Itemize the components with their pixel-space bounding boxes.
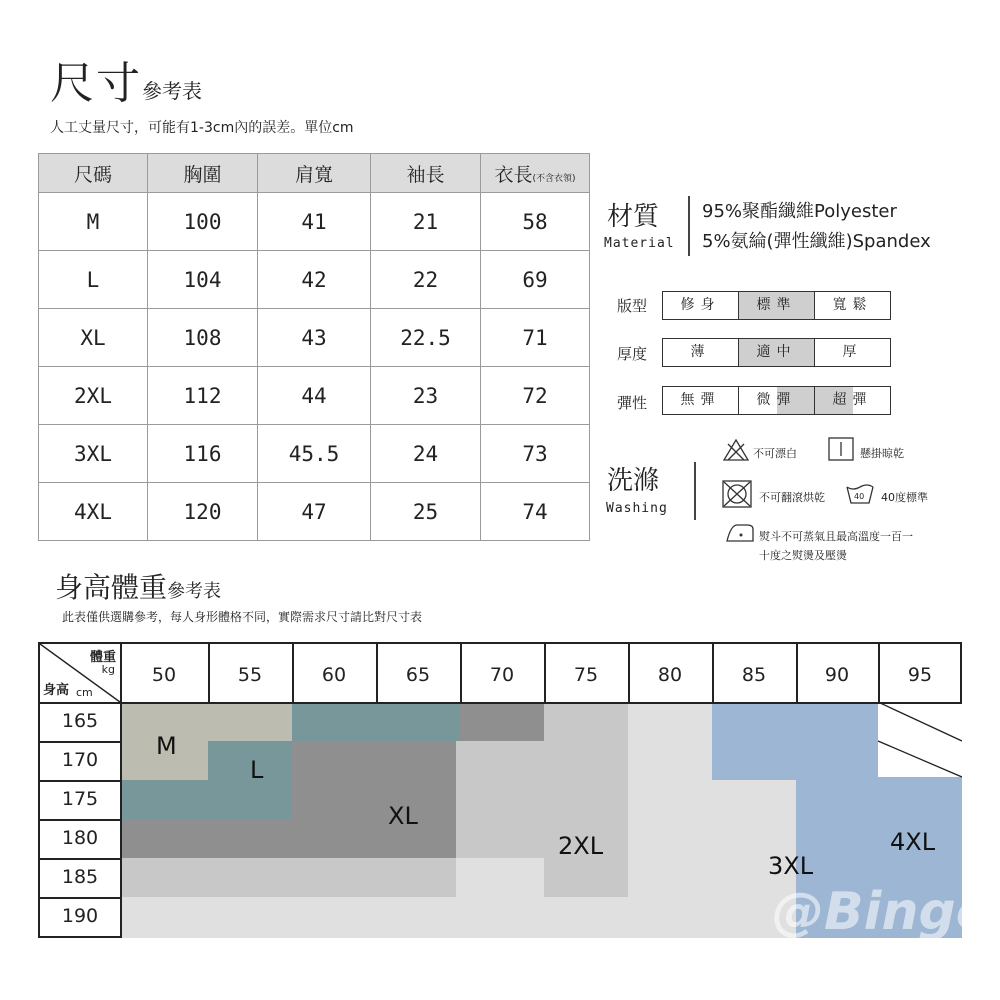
size-cell: 43 [258,309,371,367]
weight-label: 75 [573,664,599,686]
header-sleeve: 袖長 [371,154,481,193]
attr-label-elasticity: 彈性 [617,394,648,412]
size-title: 尺寸參考表 [50,58,202,109]
thickness-thick: 厚 [815,339,890,366]
height-label: 175 [61,788,99,810]
size-cell: 58 [481,193,590,251]
material-line-1: 95%聚酯纖維Polyester [702,201,897,222]
grid-line [40,741,120,743]
weight-label: 60 [321,664,347,686]
size-cell: 23 [371,367,481,425]
zone-label: XL [388,802,418,830]
weight-label: 50 [151,664,177,686]
zone-label: M [156,732,177,760]
elasticity-high: 超彈 [815,387,890,414]
size-cell: 45.5 [258,425,371,483]
size-cell: 41 [258,193,371,251]
size-row [39,425,590,483]
size-cell: 22.5 [371,309,481,367]
size-cell: 112 [148,367,258,425]
material-subtitle: Material [604,236,675,251]
size-row [39,483,590,541]
size-row [39,193,590,251]
unavailable-cells [878,702,962,780]
attr-fit [662,291,891,320]
size-cell: 25 [371,483,481,541]
size-cell: M [39,193,148,251]
attr-thickness [662,338,891,367]
zone-xl [292,780,456,819]
material-line-2: 5%氨綸(彈性纖維)Spandex [702,231,931,252]
size-cell: 42 [258,251,371,309]
elasticity-slight: 微彈 [739,387,815,414]
zone-l [292,702,460,741]
size-cell: 108 [148,309,258,367]
size-cell: 116 [148,425,258,483]
size-cell: 72 [481,367,590,425]
zone-label: 4XL [890,828,936,856]
washing-title: 洗滌 [607,466,660,496]
size-cell: 74 [481,483,590,541]
zone-label: 2XL [558,832,604,860]
grid-line [40,819,120,821]
size-cell: 104 [148,251,258,309]
weight-label: 65 [405,664,431,686]
weight-label: 55 [237,664,263,686]
height-label: 190 [61,905,99,927]
hang-dry-icon [828,437,854,461]
height-label: 185 [61,866,99,888]
size-cell: 71 [481,309,590,367]
zone-3xl [120,897,628,938]
zone-2xl [544,702,628,897]
size-cell: L [39,251,148,309]
height-label: 180 [61,827,99,849]
zone-3xl [628,702,712,938]
hw-note: 此表僅供選購參考，每人身形體格不同，實際需求尺寸請比對尺寸表 [62,610,423,624]
size-cell: 21 [371,193,481,251]
size-note: 人工丈量尺寸，可能有1-3cm內的誤差。單位cm [50,120,354,136]
size-row [39,309,590,367]
attr-elasticity [662,386,891,415]
material-divider [688,196,690,256]
size-cell: 24 [371,425,481,483]
elasticity-none: 無彈 [663,387,739,414]
no-tumble-dry-icon [722,480,752,508]
grid-line [40,780,120,782]
zone-xl [292,741,456,780]
thickness-medium: 適中 [739,339,815,366]
fit-standard: 標準 [739,292,815,319]
weight-label: 80 [657,664,683,686]
grid-line [40,858,120,860]
grid-line [40,702,962,704]
size-cell: 4XL [39,483,148,541]
iron-label-1: 熨斗不可蒸氣且最高溫度一百一 [759,530,913,543]
size-cell: 2XL [39,367,148,425]
no-bleach-label: 不可漂白 [753,447,797,460]
size-row [39,367,590,425]
watermark: @Bingo [772,882,992,942]
grid-line [120,644,122,938]
height-label: 165 [61,710,99,732]
zone-l [120,780,292,819]
size-cell: 69 [481,251,590,309]
washing-divider [694,462,696,520]
fit-loose: 寬鬆 [815,292,890,319]
hw-corner: 體重 kg 身高 cm [40,644,120,702]
header-chest: 胸圍 [148,154,258,193]
size-cell: 73 [481,425,590,483]
weight-label: 90 [824,664,850,686]
size-cell: 22 [371,251,481,309]
size-cell: XL [39,309,148,367]
hw-title: 身高體重參考表 [55,571,222,604]
no-bleach-icon [722,438,750,462]
thickness-thin: 薄 [663,339,739,366]
size-cell: 44 [258,367,371,425]
wash-40-temp: 40 [854,492,865,501]
size-table-header [39,154,590,193]
size-table [38,153,590,541]
grid-line [40,897,120,899]
weight-label: 85 [741,664,767,686]
weight-label: 95 [907,664,933,686]
header-size: 尺碼 [39,154,148,193]
zone-label: L [250,756,264,784]
attr-label-thickness: 厚度 [617,345,648,363]
washing-subtitle: Washing [606,501,668,516]
no-tumble-dry-label: 不可翻滾烘乾 [759,491,825,504]
header-length: 衣長(不含衣領) [481,154,590,193]
size-row [39,251,590,309]
iron-label-2: 十度之熨燙及壓燙 [759,549,847,562]
size-cell: 47 [258,483,371,541]
height-label: 170 [61,749,99,771]
hw-grid [38,642,992,942]
hang-dry-label: 懸掛晾乾 [860,447,904,460]
header-shoulder: 肩寬 [258,154,371,193]
fit-slim: 修身 [663,292,739,319]
weight-label: 70 [489,664,515,686]
size-cell: 3XL [39,425,148,483]
wash-40-label: 40度標準 [881,491,928,504]
zone-label: 3XL [768,852,814,880]
material-title: 材質 [607,202,660,232]
size-cell: 100 [148,193,258,251]
attr-label-fit: 版型 [617,297,648,315]
iron-icon [723,521,757,545]
zone-m [120,702,292,741]
zone-xl [460,702,544,741]
zone-2xl [120,858,456,897]
zone-2xl [456,741,544,858]
size-cell: 120 [148,483,258,541]
